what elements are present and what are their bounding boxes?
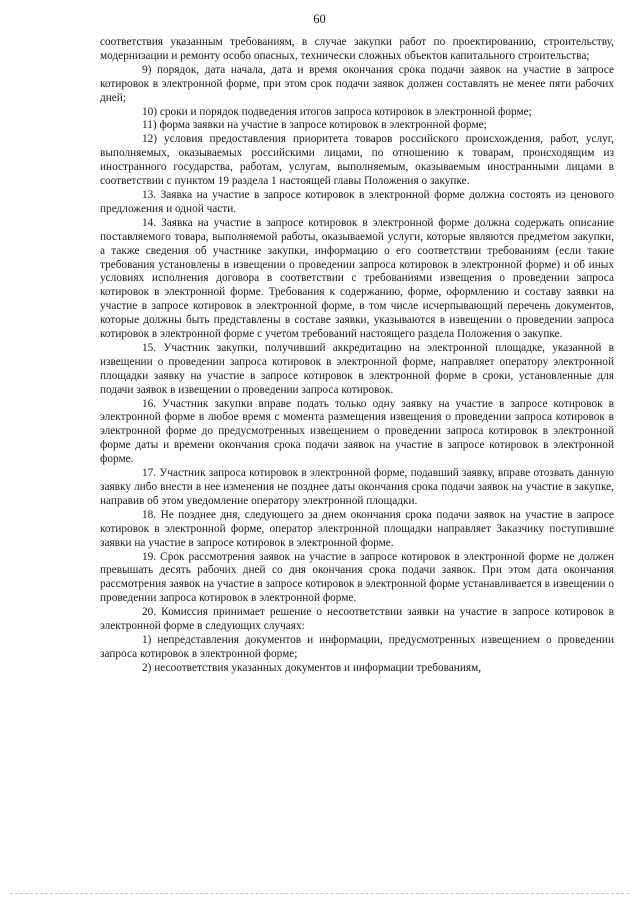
page-number: 60 (313, 12, 326, 26)
scan-bottom-edge (10, 893, 629, 894)
paragraph-item-10: 10) сроки и порядок подведения итогов запроса котировок в электронной форме; (142, 105, 532, 118)
paragraph-item-12: 12) условия предоставления приоритета товаров российского происхождения, работ, услуг, выполняемых, оказываемых российскими лицами, по отношению к товарам, происходящим из иностранного государства, работам, услугам, выполняемым, оказываемым иностранными лицами в соответствии с пунктом 19 раздела 1 настоящей главы Положения о закупке. (100, 133, 614, 188)
paragraph-clause-13: 13. Заявка на участие в запросе котировок в электронной форме должна состоять из ценового предложения и одной части. (100, 188, 614, 215)
document-body (100, 36, 614, 676)
paragraph-item-9: 9) порядок, дата начала, дата и время окончания срока подачи заявок на участие в запросе котировок в электронной форме, при этом срок подачи заявок должен составлять не менее пяти рабочих дней; (100, 63, 614, 104)
paragraph-clause-16: 16. Участник закупки вправе подать только одну заявку на участие в запросе котировок в электронной форме в любое время с момента размещения извещения о проведении запроса котировок в электронной форме до предусмотренных извещением о проведении запроса котировок в электронной форме даты и времени окончания срока подачи заявок на участие в запросе котировок в электронной форме. (100, 397, 614, 466)
paragraph-subitem-2: 2) несоответствия указанных документов и информации требованиям, (142, 661, 482, 674)
paragraph-clause-15: 15. Участник закупки, получивший аккредитацию на электронной площадке, указанной в извещении о проведении запроса котировок в электронной форме, направляет оператору электронной площадки заявку на участие в запросе котировок в электронной форме в сроки, установленные для подачи заявок в извещении о проведении запроса котировок. (100, 341, 614, 396)
paragraph-item-11: 11) форма заявки на участие в запросе котировок в электронной форме; (142, 119, 487, 132)
paragraph-clause-20: 20. Комиссия принимает решение о несоответствии заявки на участие в запросе котировок в электронной форме в следующих случаях: (100, 606, 614, 633)
paragraph-clause-17: 17. Участник запроса котировок в электронной форме, подавший заявку, вправе отозвать данную заявку либо внести в нее изменения не позднее даты окончания срока подачи заявок на участие в закупке, направив об этом уведомление оператору электронной площадки. (100, 467, 614, 507)
paragraph-subitem-1: 1) непредставления документов и информации, предусмотренных извещением о проведении запроса котировок в электронной форме; (100, 633, 614, 660)
paragraph-clause-18: 18. Не позднее дня, следующего за днем окончания срока подачи заявок на участие в запросе котировок в электронной форме, оператор электронной площадки направляет Заказчику поступившие заявки на участие в запросе котировок в электронной форме. (100, 508, 614, 549)
paragraph-clause-19: 19. Срок рассмотрения заявок на участие в запросе котировок в электронной форме не должен превышать десять рабочих дней со дня окончания срока подачи заявок. При этом дата окончания рассмотрения заявок на участие в запросе котировок в электронной форме устанавливается в извещении о проведении запроса котировок в электронной форме. (100, 550, 614, 605)
paragraph-clause-14: 14. Заявка на участие в запросе котировок в электронной форме должна содержать описание поставляемого товара, выполняемой работы, оказываемой услуги, которые являются предметом закупки, а также сведения об участнике закупки, информацию о его соответствии требованиям (если такие требования установлены в извещении о проведении запроса котировок в электронной форме) и об иных условиях исполнения договора в соответствии с требованиями извещения о проведении запроса котировок в электронной форме. Требования к содержанию, форме, оформлению и составу заявки на участие в запросе котировок в электронной форме, в том числе исчерпывающий перечень документов, которые должны быть представлены в составе заявки, указываются в извещении о проведении запроса котировок в электронной форме с учетом требований настоящего раздела Положения о закупке. (100, 216, 614, 341)
paragraph-continuation: соответствия указанным требованиям, в случае закупки работ по проектированию, строительству, модернизации и ремонту особо опасных, технически сложных объектов капитального строительства; (100, 36, 614, 62)
